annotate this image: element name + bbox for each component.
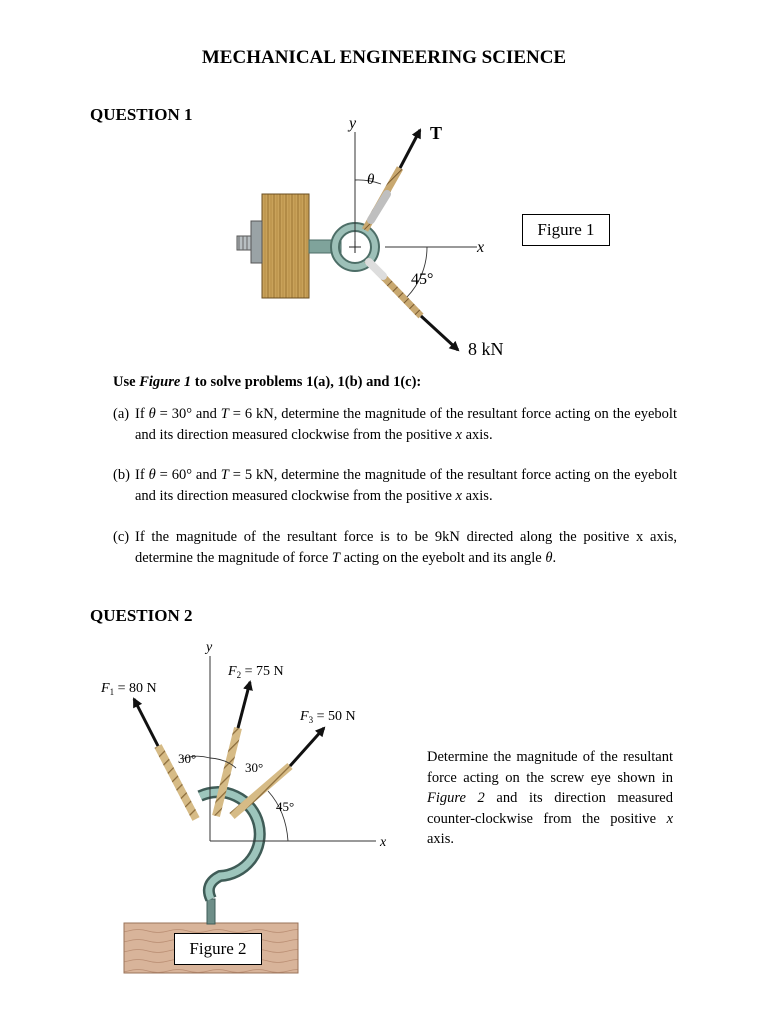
q2-text-3: axis. — [427, 831, 454, 847]
force-F1-label: $F_1 = 80$ N — [101, 681, 157, 697]
angle-45-label-2: 45° — [276, 799, 295, 814]
force-8kN-arrow — [421, 316, 458, 350]
question-2-heading: QUESTION 2 — [90, 606, 193, 625]
figure-1-diagram — [225, 108, 525, 368]
figure-2-x-label: x — [380, 835, 387, 850]
q1b-text-4: axis. — [461, 487, 493, 504]
screw-shank — [207, 899, 215, 924]
force-F2-arrow — [238, 682, 250, 728]
page-title: MECHANICAL ENGINEERING SCIENCE — [201, 47, 567, 68]
q1-part-b — [113, 465, 677, 506]
q1a-text-2: = 30° and — [155, 406, 221, 422]
q1-part-a-label: (a) — [113, 406, 130, 422]
q2-figure-ref: Figure 2 — [427, 790, 485, 806]
q1-part-b-label: (b) — [113, 467, 130, 483]
q2-text-2: and its direction measured counter-clockwise from the positive — [427, 790, 673, 827]
q1-intro — [113, 372, 679, 393]
q1a-text-4: axis. — [461, 426, 493, 443]
angle-45-label: 45° — [411, 271, 434, 288]
force-T-arrow — [400, 130, 420, 168]
nut — [251, 221, 262, 263]
q1a-var-T: T — [220, 406, 229, 422]
wood-block — [262, 194, 309, 298]
q1a-var-theta: θ — [148, 406, 156, 422]
force-F3-label: $F_3 = 50$ N — [300, 709, 356, 725]
q1b-var-theta: θ — [148, 467, 156, 483]
force-F2-label: $F_2 = 75$ N — [228, 664, 284, 680]
figure-2-diagram — [88, 636, 404, 981]
figure-1-y-label: y — [349, 115, 357, 132]
q1-intro-post: to solve problems 1(a), 1(b) and 1(c): — [191, 374, 422, 390]
angle-30-left-label: 30° — [178, 751, 197, 766]
q1a-text-1: If — [135, 406, 149, 422]
q1c-text-3: . — [552, 549, 557, 566]
q1b-text-3: = 5 kN, determine the magnitude of the resultant force acting on the eyebolt and its direction measured clockwise from the positive — [135, 467, 677, 504]
force-F1-arrow — [134, 699, 158, 746]
figure-2-label: Figure 2 — [174, 933, 262, 965]
q1c-text-2: acting on the eyebolt and its angle — [339, 549, 546, 566]
figure-2-y-label: y — [206, 640, 213, 655]
q1c-var-theta: θ — [545, 549, 553, 566]
force-F3-arrow — [290, 728, 324, 766]
q2-var-x: x — [666, 810, 673, 827]
angle-30-right-label: 30° — [245, 760, 264, 775]
q1b-var-x: x — [455, 487, 462, 504]
q1b-text-2: = 60° and — [155, 467, 221, 483]
theta-label: θ — [367, 172, 375, 188]
force-T-label: T — [430, 123, 443, 143]
q2-text-1: Determine the magnitude of the resultant force acting on the screw eye shown in — [427, 749, 673, 786]
figure-1-label: Figure 1 — [522, 214, 610, 246]
q1-part-c-label: (c) — [113, 529, 130, 545]
q1-part-a — [113, 404, 677, 445]
q1a-text-3: = 6 kN, determine the magnitude of the resultant force acting on the eyebolt and its direction measured clockwise from the positive — [135, 406, 677, 443]
q1b-text-1: If — [135, 467, 149, 483]
q2-text — [427, 747, 673, 850]
q1-intro-figure-ref: Figure 1 — [139, 374, 192, 390]
figure-1-x-label: x — [477, 239, 485, 256]
force-8kN-label: 8 kN — [468, 339, 504, 359]
q1a-var-x: x — [455, 426, 462, 443]
q1c-var-T: T — [331, 549, 340, 566]
q1c-text-1: If the magnitude of the resultant force is to be 9kN directed along the positive x axis, determine the magnitude of force — [135, 529, 677, 566]
rope-F2 — [216, 728, 238, 816]
q1-part-c — [113, 527, 677, 568]
question-1-heading: QUESTION 1 — [90, 105, 193, 124]
q1-intro-pre: Use — [113, 374, 140, 390]
q1b-var-T: T — [220, 467, 229, 483]
